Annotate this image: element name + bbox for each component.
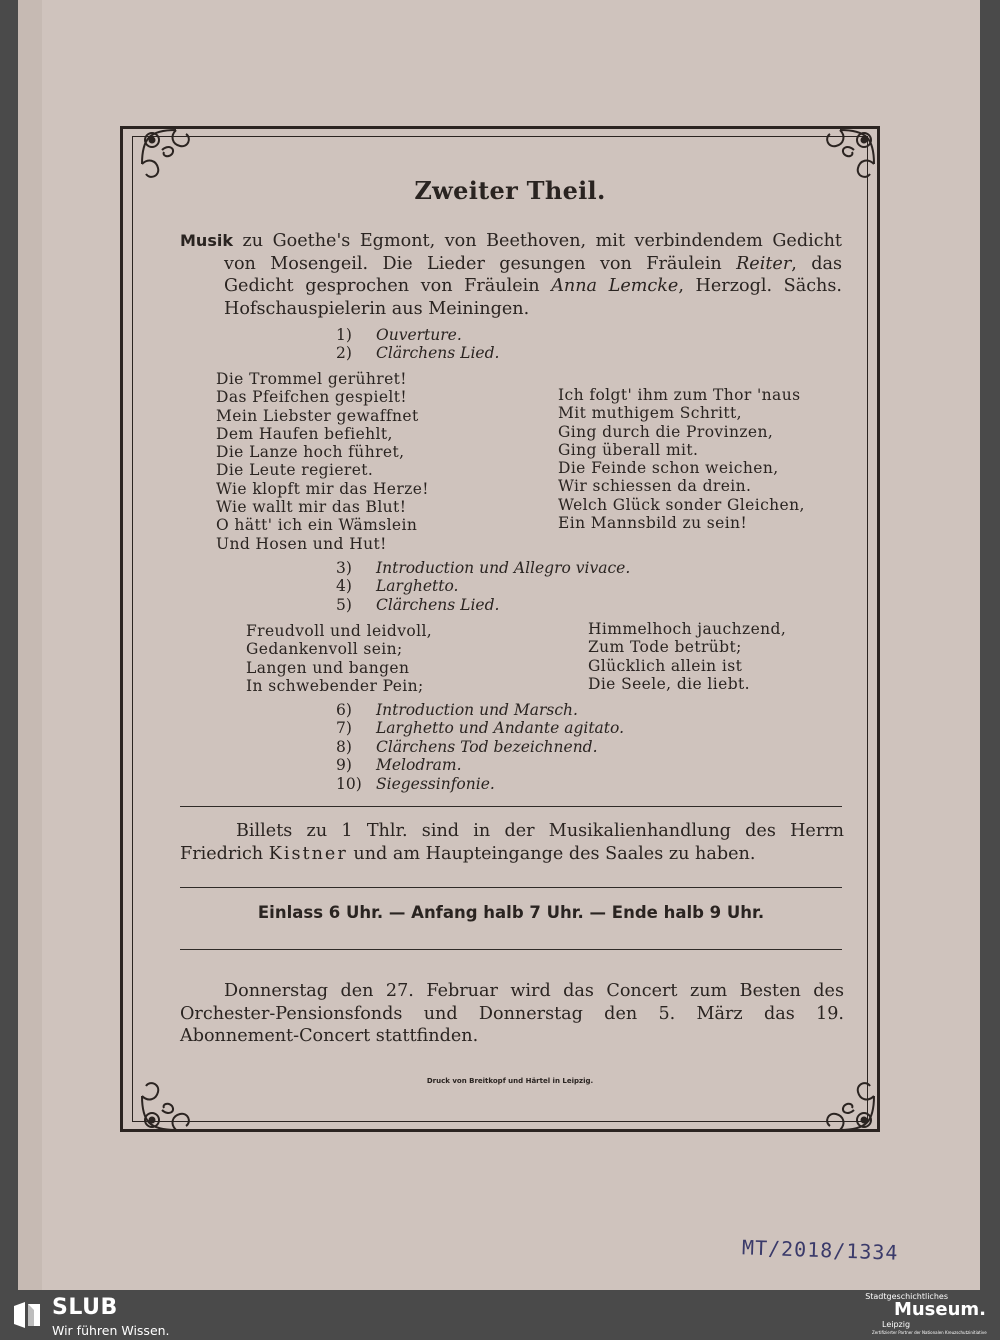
museum-label: Stadtgeschichtliches xyxy=(865,1292,948,1301)
lied1-verse-right: Ich folgt' ihm zum Thor 'naus Mit muthigem Schritt, Ging durch die Provinzen, Ging überall mit. Die Feinde schon weichen, Wir schiessen da drein. Welch Glück sonder Gleichen, Ein Mannsbild zu sein! xyxy=(558,386,805,533)
program-item: 8) Clärchens Tod bezeichnend. xyxy=(336,737,598,756)
lied2-verse-right: Himmelhoch jauchzend, Zum Tode betrübt; Glücklich allein ist Die Seele, die liebt. xyxy=(588,620,787,693)
museum-certification: Zertifizierter Partner der Nationalen Kreuzschutzinitiative xyxy=(872,1330,987,1335)
program-item: 1) Ouverture. xyxy=(336,326,462,344)
intro-text-1: zu Goethe's Egmont, von Beethoven, mit verbindendem Gedicht von Mosengeil. Die Lieder gesungen von Fräulein xyxy=(224,231,842,274)
program-item: 7) Larghetto und Andante agitato. xyxy=(336,719,625,738)
program-item: 2) Clärchens Lied. xyxy=(336,344,500,363)
printer-imprint: Druck von Breitkopf und Härtel in Leipzig. xyxy=(426,1077,594,1085)
program-item: 9) Melodram. xyxy=(336,756,462,775)
program-item: 3) Introduction und Allegro vivace. xyxy=(336,559,631,577)
singer-name: Reiter xyxy=(736,253,792,274)
program-item: 4) Larghetto. xyxy=(336,577,459,596)
section-title: Zweiter Theil. xyxy=(414,176,606,205)
ticket-seller-name: Kistner xyxy=(268,844,348,864)
intro-text-2: , das Gedicht gesprochen von Fräulein xyxy=(224,253,843,296)
intro-lead: Musik xyxy=(180,231,233,250)
lied2-verse-left: Freudvoll und leidvoll, Gedankenvoll sein; Langen und bangen In schwebender Pein; xyxy=(246,622,433,695)
slub-logo-icon[interactable] xyxy=(12,1300,42,1330)
shelfmark-annotation: MT/2018/1334 xyxy=(741,1235,899,1265)
ticket-info: Billets zu 1 Thlr. sind in der Musikalienhandlung des Herrn Friedrich Kistner und am Haupteingange des Saales zu haben. xyxy=(180,821,844,864)
program-item: 5) Clärchens Lied. xyxy=(336,595,500,614)
program-item: 6) Introduction und Marsch. xyxy=(336,701,578,719)
divider-rule xyxy=(180,949,842,950)
schedule-times: Einlass 6 Uhr. — Anfang halb 7 Uhr. — Ende halb 9 Uhr. xyxy=(257,903,765,922)
slub-name[interactable]: SLUB xyxy=(52,1295,118,1320)
divider-rule xyxy=(180,887,842,888)
program-list-c xyxy=(336,701,624,793)
lied1-verse-left: Die Trommel gerühret! Das Pfeifchen gespielt! Mein Liebster gewaffnet Dem Haufen befiehlt, Die Lanze hoch führet, Die Leute regieret. Wie klopft mir das Herze! Wie wallt mir das Blut! O hätt' ich ein Wämslein Und Hosen und Hut! xyxy=(216,370,429,553)
museum-name[interactable]: Museum. xyxy=(893,1299,986,1320)
museum-city: Leipzig xyxy=(882,1320,911,1329)
upcoming-concerts-note: Donnerstag den 27. Februar wird das Concert zum Besten des Orchester-Pensionsfonds und Donnerstag den 5. März das 19. Abonnement-Concert stattfinden. xyxy=(180,981,844,1046)
program-list-a xyxy=(336,326,499,363)
speaker-name: Anna Lemcke xyxy=(551,276,679,296)
intro-paragraph xyxy=(180,230,842,320)
program-item: 10) Siegessinfonie. xyxy=(336,774,495,793)
intro-text-3: , Herzogl. Sächs. Hofschauspielerin aus Meiningen. xyxy=(224,276,842,319)
program-list-b xyxy=(336,559,630,614)
slub-tagline: Wir führen Wissen. xyxy=(52,1323,170,1338)
divider-rule xyxy=(180,806,842,807)
